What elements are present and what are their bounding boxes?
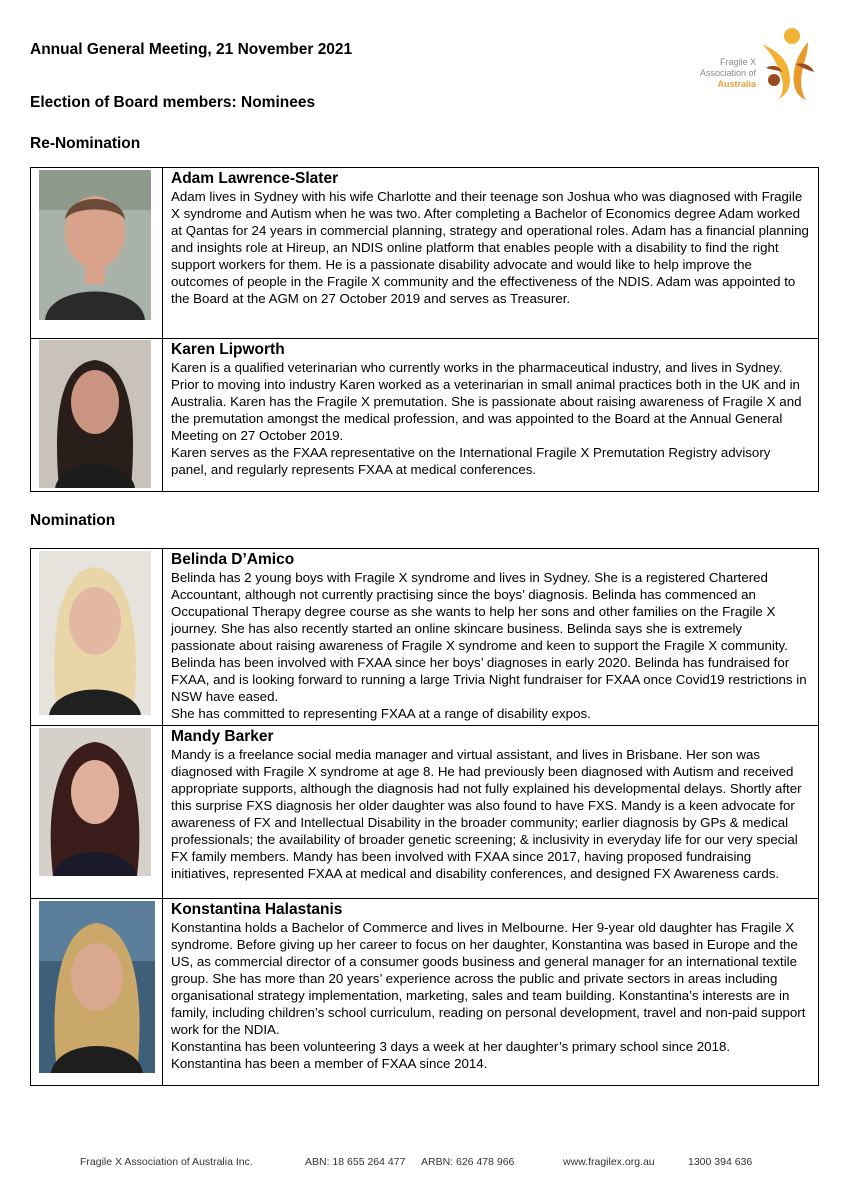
table-row (31, 899, 819, 1086)
table-row (31, 726, 819, 899)
bio-paragraph: Belinda has 2 young boys with Fragile X syndrome and lives in Sydney. She is a registered Chartered Accountant, although not currently practising since the boys’ diagnosis. Belinda has commenced an Occupational Therapy degree course as she wants to help her sons and other families on the Fragile X journey. She has also recently started an online skincare business. Belinda says she is extremely passionate about raising awareness of Fragile X syndrome and keen to support the Fragile X community. Belinda has been involved with FXAA since her boys’ diagnoses in early 2020. Belinda has fundraised for FXAA, and is looking forward to running a large Trivia Night fundraiser for FXAA once Covid19 restrictions in NSW have eased. (171, 570, 807, 704)
table-row (31, 168, 819, 339)
footer-arbn: ARBN: 626 478 966 (421, 1156, 515, 1168)
bio-paragraph: Konstantina holds a Bachelor of Commerce and lives in Melbourne. Her 9-year old daughter has Fragile X syndrome. Before giving up her career to focus on her daughter, Konstantina was based in Europe and the US, as commercial director of a consumer goods business and general manager for an international textile group. She has more than 20 years’ experience across the public and private sectors in areas including organisational strategy implementation, marketing, sales and team building. Konstantina’s interests are in family, including children’s school curriculum, reading on personal development, travel and non-paid support work for the NDIA. (171, 920, 806, 1037)
logo-line-1: Fragile X (719, 57, 756, 67)
bio-cell (163, 726, 819, 899)
footer-phone: 1300 394 636 (688, 1156, 753, 1168)
photo-cell (31, 339, 163, 492)
nominee-photo (39, 170, 151, 320)
bio-paragraph: Karen serves as the FXAA representative on the International Fragile X Premutation Registry advisory panel, and regularly represents FXAA at medical conferences. (171, 445, 771, 477)
logo-line-3: Australia (717, 79, 756, 89)
photo-cell (31, 168, 163, 339)
bio-paragraph: Mandy is a freelance social media manager and virtual assistant, and lives in Brisbane. Her son was diagnosed with Fragile X syndrome at age 8. He had previously been diagnosed with Autism and received appropriate supports, although the diagnosis had not fully explained his developmental delays. Shortly after this surprise FXS diagnosis her older daughter was also found to have FXS. Mandy is a keen advocate for awareness of FX and Intellectual Disability in the broader community; earlier diagnosis by GPs & medical professionals; the availability of broader genetic screening; & inclusivity in everyday life for our very special FX family members. Mandy has been involved with FXAA since 2017, having proposed fundraising initiatives, represented FXAA at medical and disability conferences, and designed FX Awareness cards. (171, 747, 802, 881)
nomination-table (30, 548, 819, 1086)
photo-cell (31, 549, 163, 726)
nominee-photo (39, 340, 151, 488)
photo-cell (31, 899, 163, 1086)
logo-line-2: Association of (699, 68, 756, 78)
bio-paragraph: Konstantina has been volunteering 3 days a week at her daughter’s primary school since 2018. (171, 1039, 731, 1054)
election-title: Election of Board members: Nominees (30, 94, 316, 111)
footer-website[interactable]: www.fragilex.org.au (563, 1156, 655, 1168)
renomination-heading: Re-Nomination (30, 135, 141, 152)
nominee-name: Belinda D’Amico (171, 551, 295, 568)
nominee-bio (171, 359, 810, 478)
nominee-name: Mandy Barker (171, 728, 274, 745)
photo-cell (31, 726, 163, 899)
renomination-table (30, 167, 819, 492)
table-row (31, 339, 819, 492)
bio-cell (163, 168, 819, 339)
nominee-name: Karen Lipworth (171, 341, 285, 358)
nominee-bio (171, 188, 810, 307)
fxaa-logo (690, 24, 820, 102)
nominee-photo (39, 551, 151, 715)
table-row (31, 549, 819, 726)
nominee-bio (171, 746, 810, 882)
nominee-photo (39, 728, 151, 876)
nominee-bio (171, 919, 810, 1072)
bio-cell (163, 899, 819, 1086)
bio-cell (163, 339, 819, 492)
nominee-bio (171, 569, 810, 722)
nomination-heading: Nomination (30, 512, 116, 529)
meeting-title: Annual General Meeting, 21 November 2021 (30, 41, 353, 58)
nominee-name: Konstantina Halastanis (171, 901, 343, 918)
bio-paragraph: Konstantina has been a member of FXAA since 2014. (171, 1056, 488, 1071)
nominee-name: Adam Lawrence-Slater (171, 170, 339, 187)
fragile-x-figure-icon (752, 24, 818, 100)
footer-org: Fragile X Association of Australia Inc. (80, 1156, 253, 1168)
bio-paragraph: Adam lives in Sydney with his wife Charlotte and their teenage son Joshua who was diagnosed with Fragile X syndrome and Autism when he was two. After completing a Bachelor of Economics degree Adam worked at Qantas for 24 years in commercial planning, strategy and operational roles. Adam has a financial planning and insights role at Hireup, an NDIS online platform that enables people with a disability to find the right support workers for them. He is a passionate disability advocate and would like to help improve the outcomes of people in the Fragile X community and the effectiveness of the NDIS. Adam was appointed to the Board at the AGM on 27 October 2019 and serves as Treasurer. (171, 189, 809, 306)
footer-abn: ABN: 18 655 264 477 (305, 1156, 406, 1168)
bio-cell (163, 549, 819, 726)
nominee-photo (39, 901, 155, 1073)
bio-paragraph: She has committed to representing FXAA at a range of disability expos. (171, 706, 591, 721)
bio-paragraph: Karen is a qualified veterinarian who currently works in the pharmaceutical industry, and lives in Sydney. Prior to moving into industry Karen worked as a veterinarian in small animal practices both in the UK and in Australia. Karen has the Fragile X premutation. She is passionate about raising awareness of Fragile X and the premutation amongst the medical profession, and was appointed to the Board at the Annual General Meeting on 27 October 2019. (171, 360, 802, 443)
